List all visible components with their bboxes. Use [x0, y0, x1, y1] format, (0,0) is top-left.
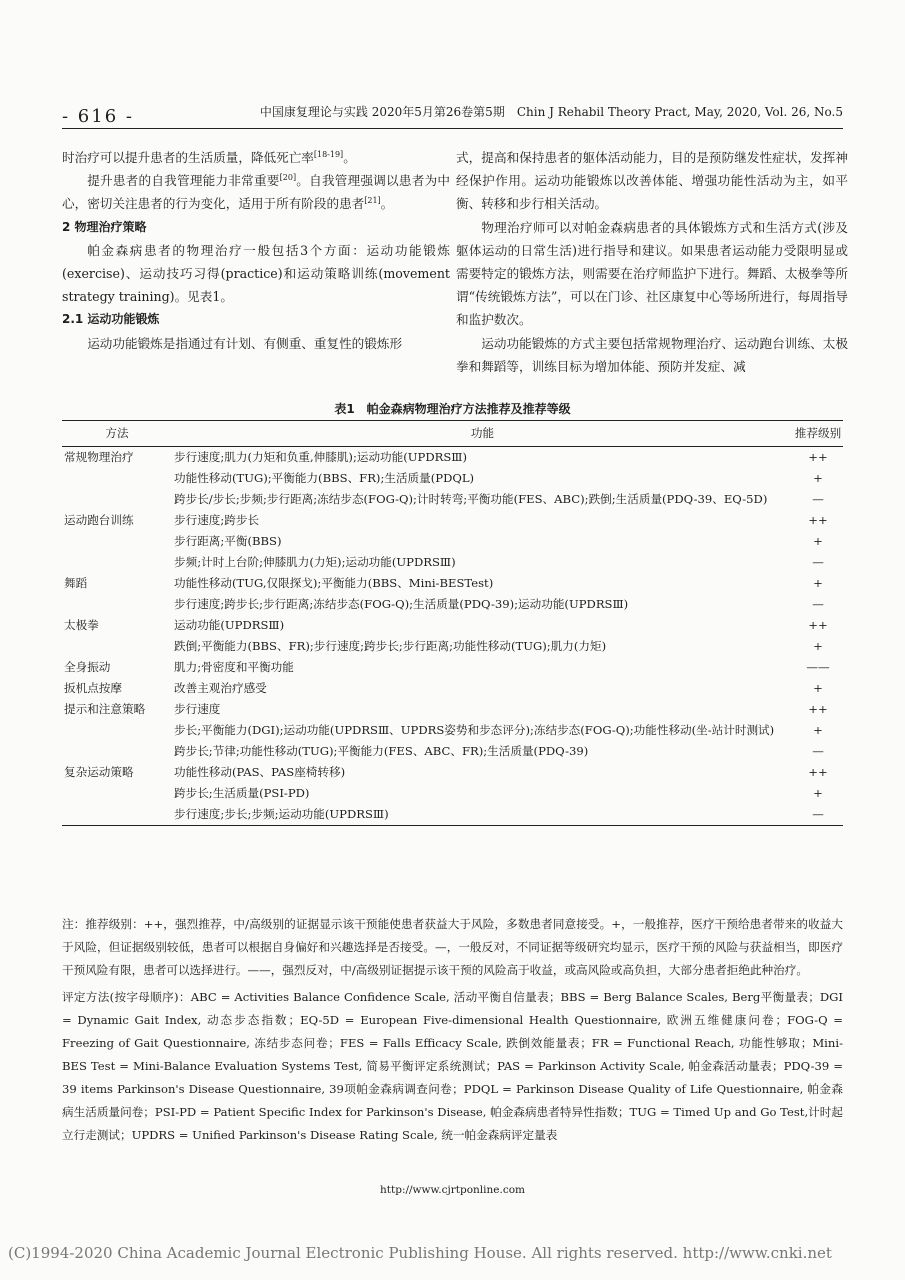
- table-row: [62, 447, 843, 469]
- cell-function: 步长;平衡能力(DGI);运动功能(UPDRSⅢ、UPDRS姿势和步态评分);冻结步态(FOG-Q);功能性移动(坐-站计时测试): [174, 723, 775, 737]
- cell-grade: —: [812, 492, 824, 506]
- citation: [20]: [279, 173, 297, 183]
- left-column: [62, 146, 450, 355]
- cell-method: [62, 468, 172, 489]
- cell-grade: +: [813, 471, 823, 485]
- section-heading: 2 物理治疗策略: [62, 219, 147, 234]
- journal-header: 中国康复理论与实践 2020年5月第26卷第5期 Chin J Rehabil Theory Pract, May, 2020, Vol. 26, No.5: [259, 105, 843, 119]
- cell-grade: +: [813, 681, 823, 695]
- cell-function: 步行速度;跨步长;步行距离;冻结步态(FOG-Q);生活质量(PDQ-39);运动功能(UPDRSⅢ): [174, 597, 629, 611]
- right-column: [456, 146, 848, 378]
- cell-function: 运动功能(UPDRSⅢ): [174, 618, 285, 632]
- table-row: [62, 804, 843, 826]
- cell-grade: +: [813, 639, 823, 653]
- paragraph: 提升患者的自我管理能力非常重要[20]。自我管理强调以患者为中心，密切关注患者的行为变化，适用于所有阶段的患者[21]。: [62, 173, 451, 212]
- table-row: [62, 552, 843, 573]
- cell-method: 全身振动: [64, 660, 111, 674]
- cell-grade: +: [813, 534, 823, 548]
- cell-function: 跨步长;生活质量(PSI-PD): [174, 786, 310, 800]
- paragraph: 物理治疗师可以对帕金森病患者的具体锻炼方式和生活方式(涉及躯体运动的日常生活)进行指导和建议。如果患者运动能力受限明显或需要特定的锻炼方法，则需要在治疗师监护下进行。舞蹈、太极拳等所谓“传统锻炼方法”，可以在门诊、社区康复中心等场所进行，每周指导和监护数次。: [456, 219, 848, 328]
- table-notes: [62, 913, 843, 1151]
- cell-grade: +: [813, 576, 823, 590]
- cell-method: [62, 720, 172, 741]
- cell-grade: ——: [806, 660, 830, 674]
- cell-method: [62, 489, 172, 510]
- cell-function: 跌倒;平衡能力(BBS、FR);步行速度;跨步长;步行距离;功能性移动(TUG);肌力(力矩): [174, 639, 607, 653]
- cell-grade: —: [812, 597, 824, 611]
- cell-function: 步行距离;平衡(BBS): [174, 534, 282, 548]
- header-grade: 推荐级别: [793, 421, 843, 447]
- cell-method: [62, 783, 172, 804]
- cell-method: [62, 552, 172, 573]
- cell-grade: ++: [808, 618, 828, 632]
- table-row: [62, 699, 843, 720]
- table-row: [62, 678, 843, 699]
- cell-function: 功能性移动(TUG,仅限探戈);平衡能力(BBS、Mini-BESTest): [174, 576, 494, 590]
- cell-function: 跨步长/步长;步频;步行距离;冻结步态(FOG-Q);计时转弯;平衡功能(FES、ABC);跌倒;生活质量(PDQ-39、EQ-5D): [174, 492, 768, 506]
- paragraph: 运动功能锻炼是指通过有计划、有侧重、重复性的锻炼形: [87, 335, 403, 351]
- cell-method: 复杂运动策略: [64, 765, 134, 779]
- cell-function: 改善主观治疗感受: [174, 681, 267, 695]
- cell-method: [62, 741, 172, 762]
- cell-grade: ++: [808, 513, 828, 527]
- paragraph: 式，提高和保持患者的躯体活动能力，目的是预防继发性症状，发挥神经保护作用。运动功能锻炼以改善体能、增强功能性活动为主，如平衡、转移和步行相关活动。: [456, 150, 848, 212]
- table-row: [62, 636, 843, 657]
- table-row: [62, 531, 843, 552]
- cell-function: 功能性移动(PAS、PAS座椅转移): [174, 765, 346, 779]
- cell-function: 步行速度;跨步长: [174, 513, 260, 527]
- paragraph: 时治疗可以提升患者的生活质量，降低死亡率[18-19]。: [62, 149, 356, 165]
- table-row: [62, 510, 843, 531]
- paragraph: 运动功能锻炼的方式主要包括常规物理治疗、运动跑台训练、太极拳和舞蹈等，训练目标为增加体能、预防并发症、减: [456, 335, 848, 374]
- table-row: [62, 657, 843, 678]
- citation: [21]: [364, 196, 381, 206]
- cell-grade: —: [793, 804, 843, 826]
- cell-function: 肌力;骨密度和平衡功能: [174, 660, 294, 674]
- cell-method: 运动跑台训练: [64, 513, 134, 527]
- cell-grade: +: [813, 723, 823, 737]
- cell-function: 步行速度;步长;步频;运动功能(UPDRSⅢ): [172, 804, 793, 826]
- cell-method: 提示和注意策略: [64, 702, 146, 716]
- cell-function: 步行速度;肌力(力矩和负重,伸膝肌);运动功能(UPDRSⅢ): [174, 450, 467, 464]
- cell-function: 步行速度: [174, 702, 221, 716]
- header-rule: [62, 128, 843, 129]
- cell-method: [62, 594, 172, 615]
- citation: [18-19]: [313, 149, 344, 159]
- recommendation-table: [62, 420, 843, 826]
- table-row: [62, 720, 843, 741]
- note-abbreviations: 评定方法(按字母顺序)：ABC = Activities Balance Confidence Scale, 活动平衡自信量表；BBS = Berg Balance Scales, Berg平衡量表；DGI = Dynamic Gait Index, 动态步态指数；EQ-5D = European Five-dimensional Health Questionnaire, 欧洲五维健康问卷；FOG-Q = Freezing of Gait Questionnaire, 冻结步态问卷；FES = Falls Efficacy Scale, 跌倒效能量表；FR = Functional Reach, 功能性够取；Mini-BES Test = Mini-Balance Evaluation Systems Test, 简易平衡评定系统测试；PAS = Parkinson Activity Scale, 帕金森活动量表；PDQ-39 = 39 items Parkinson's Disease Questionnaire, 39项帕金森病调查问卷；PDQL = Parkinson Disease Quality of Life Questionnaire, 帕金森病生活质量问卷；PSI-PD = Patient Specific Index for Parkinson's Disease, 帕金森病患者特异性指数；TUG = Timed Up and Go Test,计时起立行走测试；UPDRS = Unified Parkinson's Disease Rating Scale, 统一帕金森病评定量表: [62, 990, 843, 1142]
- header-function: 功能: [172, 421, 793, 447]
- paragraph: 帕金森病患者的物理治疗一般包括3个方面：运动功能锻炼(exercise)、运动技巧习得(practice)和运动策略训练(movement strategy training)。见表1。: [62, 242, 450, 305]
- table-row: [62, 783, 843, 804]
- subsection-heading: 2.1 运动功能锻炼: [62, 312, 160, 327]
- cell-method: 常规物理治疗: [64, 450, 134, 464]
- cell-method: [62, 804, 172, 826]
- header-method: 方法: [62, 421, 172, 447]
- table-row: [62, 762, 843, 783]
- table-row: [62, 615, 843, 636]
- cell-function: 跨步长;节律;功能性移动(TUG);平衡能力(FES、ABC、FR);生活质量(PDQ-39): [174, 744, 589, 758]
- table-row: [62, 489, 843, 510]
- cell-grade: ++: [808, 450, 828, 464]
- table-row: [62, 594, 843, 615]
- table-caption: 表1 帕金森病物理治疗方法推荐及推荐等级: [334, 402, 571, 416]
- cell-method: 太极拳: [64, 618, 99, 632]
- note-grades: 注：推荐级别：++，强烈推荐，中/高级别的证据显示该干预能使患者获益大于风险，多数患者同意接受。+，一般推荐，医疗干预给患者带来的收益大于风险，但证据级别较低，患者可以根据自身偏好和兴趣选择是否接受。—，一般反对，不同证据等级研究均显示，医疗干预的风险与获益相当，即医疗干预风险有限，患者可以选择进行。——，强烈反对，中/高级别证据提示该干预的风险高于收益，或高风险或高负担，大部分患者拒绝此种治疗。: [62, 917, 843, 977]
- cell-function: 步频;计时上台阶;伸膝肌力(力矩);运动功能(UPDRSⅢ): [174, 555, 456, 569]
- cell-method: 舞蹈: [64, 576, 88, 590]
- table-row: [62, 468, 843, 489]
- table-row: [62, 573, 843, 594]
- cell-method: [62, 636, 172, 657]
- cell-method: 扳机点按摩: [64, 681, 122, 695]
- footer-url: http://www.cjrtponline.com: [380, 1184, 525, 1196]
- copyright-notice: (C)1994-2020 China Academic Journal Electronic Publishing House. All rights reserved. http://www.cnki.net: [8, 1244, 832, 1262]
- cell-grade: ++: [808, 765, 828, 779]
- cell-grade: +: [813, 786, 823, 800]
- cell-grade: ++: [808, 702, 828, 716]
- page-number: - 616 -: [62, 106, 134, 127]
- cell-function: 功能性移动(TUG);平衡能力(BBS、FR);生活质量(PDQL): [174, 471, 475, 485]
- cell-grade: —: [812, 744, 824, 758]
- cell-method: [62, 531, 172, 552]
- table-row: [62, 741, 843, 762]
- cell-grade: —: [812, 555, 824, 569]
